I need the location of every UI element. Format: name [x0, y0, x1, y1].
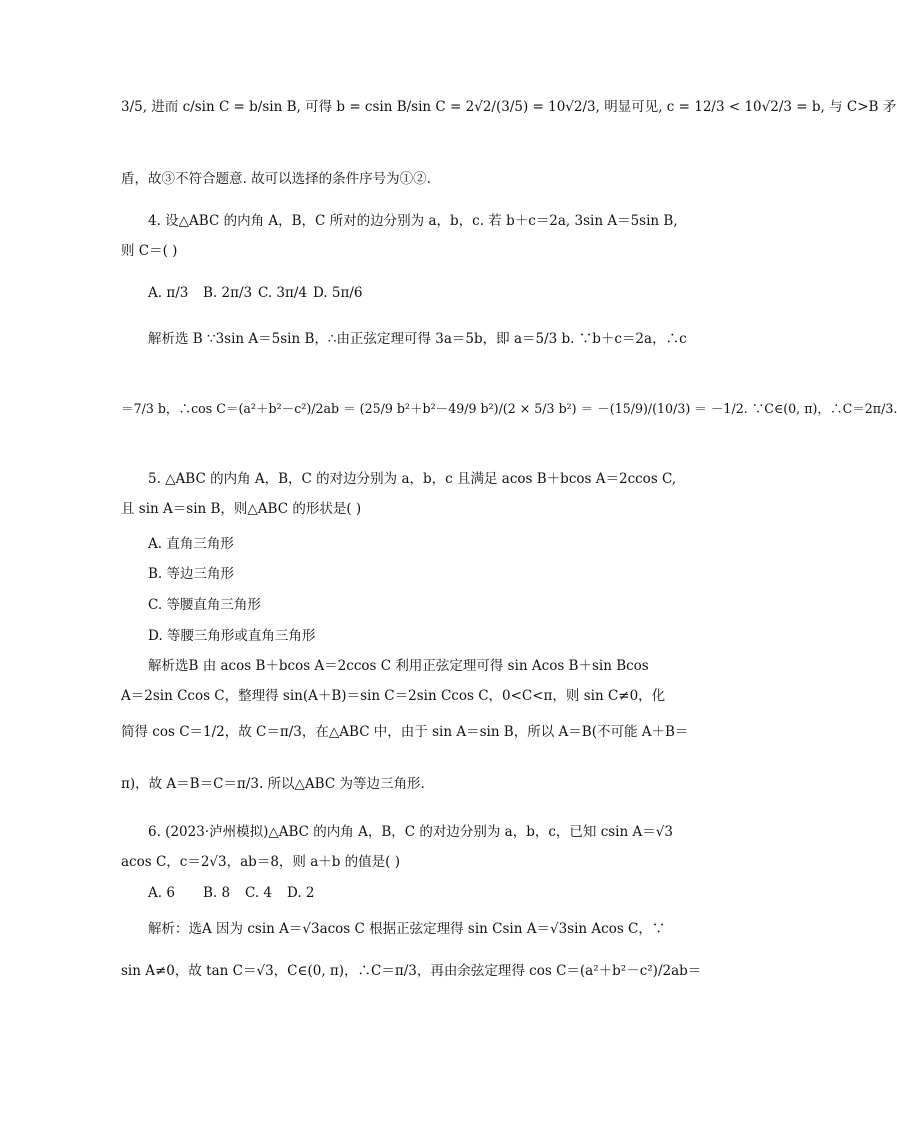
continuation-line-1: 3/5, 进而 c/sin C = b/sin B, 可得 b = csin B/sin C = 2√2/(3/5) = 10√2/3, 明显可见, c = 12/3 < 10√2/3 = b, 与 C>B 矛 — [121, 99, 897, 115]
q5-solution-line-3: 简得 cos C＝1/2，故 C＝π/3，在△ABC 中，由于 sin A＝sin B，所以 A＝B(不可能 A＋B＝ — [121, 724, 689, 740]
q5-stem-line-1: 5. △ABC 的内角 A，B，C 的对边分别为 a，b，c 且满足 acos B＋bcos A＝2ccos C, — [148, 471, 677, 487]
q5-option-c: C. 等腰直角三角形 — [148, 597, 261, 613]
q5-option-a: A. 直角三角形 — [148, 536, 234, 552]
q5-stem-line-2: 且 sin A＝sin B，则△ABC 的形状是( ) — [121, 501, 362, 517]
q5-option-d: D. 等腰三角形或直角三角形 — [148, 628, 316, 644]
q6-stem-line-2: acos C，c＝2√3，ab＝8，则 a＋b 的值是( ) — [121, 854, 401, 870]
q4-option-d: D. 5π/6 — [313, 285, 363, 301]
q4-stem-line-1: 4. 设△ABC 的内角 A，B，C 所对的边分别为 a，b，c. 若 b＋c＝2a, 3sin A＝5sin B, — [148, 213, 678, 229]
q6-solution-line-1: 解析：选A 因为 csin A＝√3acos C 根据正弦定理得 sin Csin A＝√3sin Acos C，∵ — [148, 921, 666, 937]
q6-option-c: C. 4 — [245, 885, 273, 901]
q4-solution-line-2: ＝7/3 b，∴cos C＝(a²＋b²－c²)/2ab ＝ (25/9 b²＋b²－49/9 b²)/(2 × 5/3 b²) ＝ －(15/9)/(10/3) ＝ －1/2. ∵C∈(0, π)，∴C＝2π/3. — [121, 401, 897, 416]
q4-option-b: B. 2π/3 — [203, 285, 253, 301]
q5-solution-line-1: 解析选B 由 acos B＋bcos A＝2ccos C 利用正弦定理可得 sin Acos B＋sin Bcos — [148, 658, 649, 674]
continuation-line-2: 盾，故③不符合题意. 故可以选择的条件序号为①②. — [121, 171, 431, 187]
q6-solution-line-2: sin A≠0，故 tan C＝√3，C∈(0, π)，∴C＝π/3，再由余弦定理得 cos C＝(a²＋b²－c²)/2ab＝ — [121, 963, 702, 979]
q4-solution-line-1: 解析选 B ∵3sin A＝5sin B，∴由正弦定理可得 3a＝5b，即 a＝5/3 b. ∵b＋c＝2a，∴c — [148, 331, 687, 347]
q5-option-b: B. 等边三角形 — [148, 566, 235, 582]
q5-solution-line-2: A＝2sin Ccos C，整理得 sin(A＋B)＝sin C＝2sin Ccos C，0<C<π，则 sin C≠0，化 — [121, 688, 666, 704]
q6-option-d: D. 2 — [287, 885, 315, 901]
q4-stem-line-2: 则 C＝( ) — [121, 243, 178, 259]
q4-option-a: A. π/3 — [148, 285, 189, 301]
q6-option-a: A. 6 — [148, 885, 175, 901]
q4-option-c: C. 3π/4 — [258, 285, 308, 301]
q6-option-b: B. 8 — [203, 885, 231, 901]
q6-stem-line-1: 6. (2023·泸州模拟)△ABC 的内角 A，B，C 的对边分别为 a，b，c，已知 csin A＝√3 — [148, 824, 673, 840]
q5-solution-line-4: π)，故 A＝B＝C＝π/3. 所以△ABC 为等边三角形. — [121, 776, 425, 792]
